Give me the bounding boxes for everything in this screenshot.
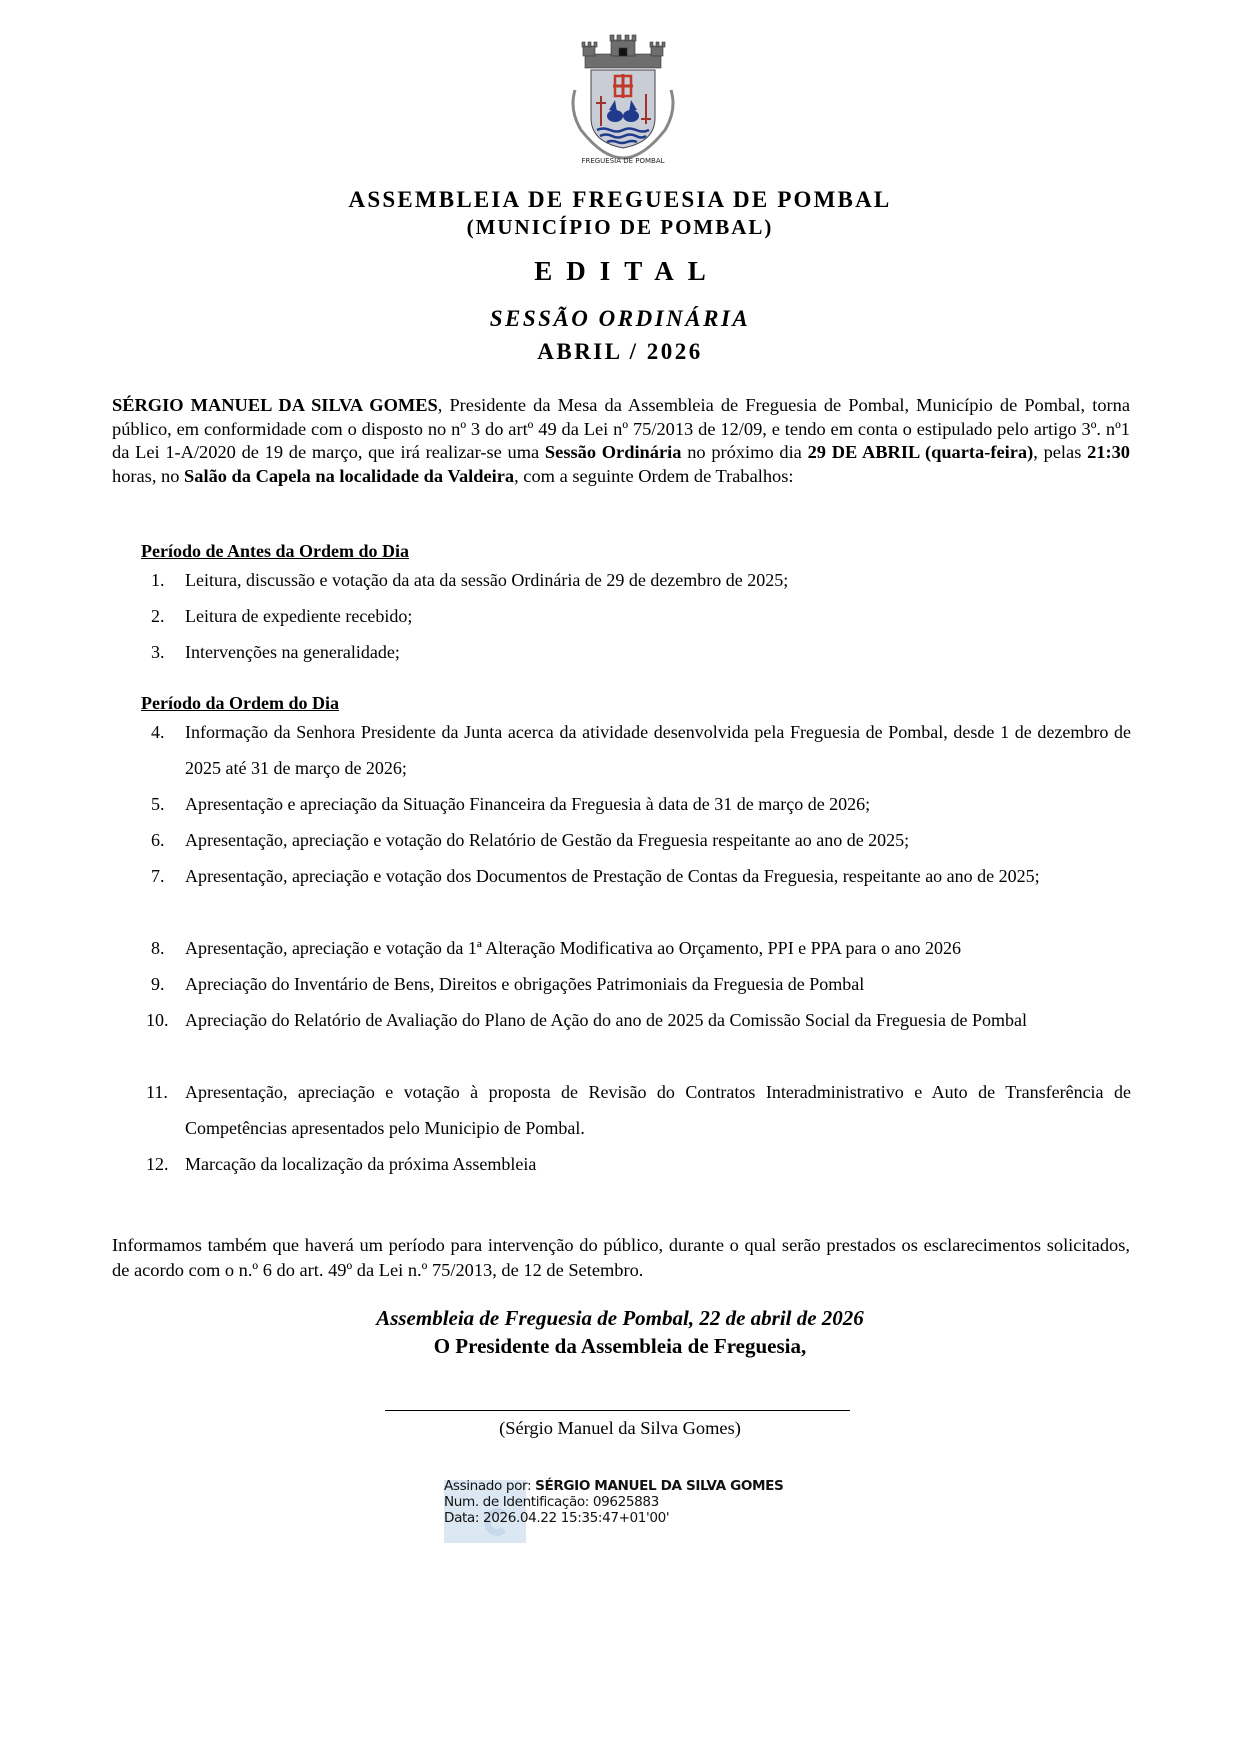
agenda-item bbox=[141, 1002, 1131, 1038]
session-date: ABRIL / 2026 bbox=[537, 339, 703, 364]
agenda-section-before-order: Período de Antes da Ordem do Dia bbox=[141, 541, 409, 561]
item-number: 2. bbox=[151, 606, 165, 626]
id-number: Num. de Identificação: 09625883 bbox=[444, 1494, 659, 1510]
signature-line bbox=[385, 1410, 850, 1411]
item-text: Apresentação e apreciação da Situação Financeira da Freguesia à data de 31 de março de 2026; bbox=[185, 794, 871, 814]
item-number: 1. bbox=[151, 570, 165, 590]
agenda-item bbox=[141, 930, 1131, 966]
agenda-section-order: Período da Ordem do Dia bbox=[141, 693, 339, 713]
municipality-subtitle: (MUNICÍPIO DE POMBAL) bbox=[466, 215, 774, 239]
item-number: 12. bbox=[146, 1154, 169, 1174]
intro-text: , pelas bbox=[1033, 442, 1088, 463]
crest-motto: FREGUESIA DE POMBAL bbox=[581, 157, 665, 165]
item-text: Apreciação do Inventário de Bens, Direitos e obrigações Patrimoniais da Freguesia de Pombal bbox=[185, 974, 865, 994]
item-number: 6. bbox=[151, 830, 165, 850]
signatory-name: (Sérgio Manuel da Silva Gomes) bbox=[499, 1418, 741, 1438]
edital-title: EDITAL bbox=[534, 256, 720, 286]
intro-text: , com a seguinte Ordem de Trabalhos: bbox=[514, 465, 794, 486]
item-number: 5. bbox=[151, 794, 165, 814]
item-number: 4. bbox=[151, 722, 165, 742]
meeting-time: 21:30 bbox=[1087, 442, 1130, 463]
president-name: SÉRGIO MANUEL DA SILVA GOMES bbox=[112, 395, 438, 415]
item-text: Apresentação, apreciação e votação à proposta de Revisão do Contratos Interadministrativo e Auto de Transferência de Competências apresentados pelo Municipio de Pombal. bbox=[185, 1082, 1131, 1138]
signed-by-name: SÉRGIO MANUEL DA SILVA GOMES bbox=[535, 1478, 784, 1494]
signatory-role: O Presidente da Assembleia de Freguesia, bbox=[433, 1334, 807, 1358]
item-number: 11. bbox=[146, 1082, 168, 1102]
public-intervention-note: Informamos também que haverá um período para intervenção do público, durante o qual serão prestados os esclarecimentos solicitados, de acordo com o n.º 6 do art. 49º da Lei n.º 75/2013, de 12 de Setembro. bbox=[112, 1235, 1130, 1280]
item-number: 8. bbox=[151, 938, 165, 958]
agenda-item bbox=[141, 1074, 1131, 1146]
item-text: Intervenções na generalidade; bbox=[185, 642, 400, 662]
agenda-item bbox=[141, 598, 1131, 634]
item-number: 10. bbox=[146, 1010, 169, 1030]
item-number: 9. bbox=[151, 974, 165, 994]
signed-by-label: Assinado por: bbox=[444, 1478, 536, 1494]
meeting-day: 29 DE ABRIL (quarta-feira) bbox=[807, 442, 1034, 463]
agenda-item bbox=[141, 714, 1131, 786]
item-text: Informação da Senhora Presidente da Junta acerca da atividade desenvolvida pela Freguesia de Pombal, desde 1 de dezembro de 2025 até 31 de março de 2026; bbox=[185, 722, 1131, 778]
item-number: 7. bbox=[151, 866, 165, 886]
cross-of-christ-icon bbox=[613, 74, 633, 98]
session-emphasis: Sessão Ordinária bbox=[544, 442, 682, 463]
item-text: Leitura de expediente recebido; bbox=[185, 606, 413, 626]
item-text: Leitura, discussão e votação da ata da sessão Ordinária de 29 de dezembro de 2025; bbox=[185, 570, 789, 590]
intro-text: , Presidente da Mesa da Assembleia de Freguesia de Pombal, Município de Pombal, torna público, em conformidade com o disposto no nº 3 do artº 49 da Lei nº 75/2013 de 12/09, e tendo em conta o estipulado pelo artigo 3º. nº1 da Lei 1-A/2020 de 19 de março, que irá realizar-se uma bbox=[112, 395, 1130, 463]
session-type: SESSÃO ORDINÁRIA bbox=[489, 306, 751, 331]
agenda-item bbox=[141, 786, 1131, 822]
agenda-item bbox=[141, 822, 1131, 858]
mural-crown bbox=[582, 35, 665, 68]
intro-text: no próximo dia bbox=[681, 442, 808, 463]
agenda-item bbox=[141, 966, 1131, 1002]
intro-paragraph bbox=[112, 394, 1130, 488]
digital-signature-block bbox=[444, 1478, 824, 1526]
agenda-item bbox=[141, 858, 1131, 894]
item-number: 3. bbox=[151, 642, 165, 662]
item-text: Apresentação, apreciação e votação dos Documentos de Prestação de Contas da Freguesia, respeitante ao ano de 2025; bbox=[185, 866, 1040, 886]
item-text: Apresentação, apreciação e votação do Relatório de Gestão da Freguesia respeitante ao ano de 2025; bbox=[185, 830, 910, 850]
meeting-place: Salão da Capela na localidade da Valdeira bbox=[184, 465, 515, 486]
place-and-date: Assembleia de Freguesia de Pombal, 22 de abril de 2026 bbox=[376, 1306, 864, 1330]
item-text: Marcação da localização da próxima Assembleia bbox=[185, 1154, 537, 1174]
item-text: Apreciação do Relatório de Avaliação do Plano de Ação do ano de 2025 da Comissão Social da Freguesia de Pombal bbox=[185, 1010, 1027, 1030]
signed-by-row bbox=[444, 1478, 824, 1494]
intro-text: horas, no bbox=[112, 465, 185, 486]
agenda-item bbox=[141, 1146, 1131, 1182]
item-text: Apresentação, apreciação e votação da 1ª Alteração Modificativa ao Orçamento, PPI e PPA para o ano 2026 bbox=[185, 938, 962, 958]
agenda-item bbox=[141, 562, 1131, 598]
assembly-title: ASSEMBLEIA DE FREGUESIA DE POMBAL bbox=[348, 187, 892, 212]
agenda-item bbox=[141, 634, 1131, 670]
signature-date: Data: 2026.04.22 15:35:47+01'00' bbox=[444, 1510, 670, 1526]
coat-of-arms-logo bbox=[563, 30, 683, 165]
